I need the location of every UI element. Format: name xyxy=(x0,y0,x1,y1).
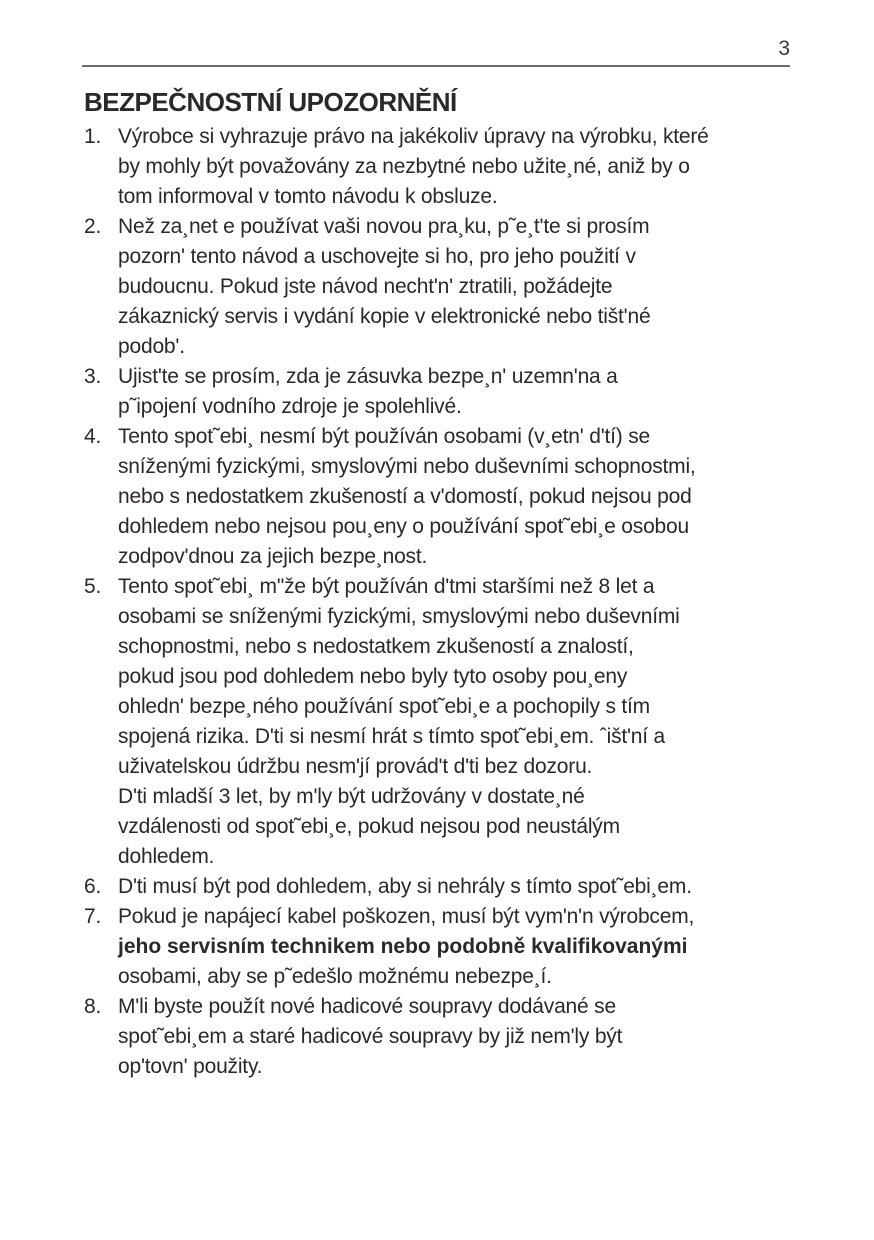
list-item-line: by mohly být považovány za nezbytné nebo užite¸né, aniž by o xyxy=(118,155,690,178)
list-item-line: M'li byste použít nové hadicové soupravy dodávané se xyxy=(118,995,616,1018)
list-item-line: Ujist'te se prosím, zda je zásuvka bezpe¸n' uzemn'na a xyxy=(118,365,618,388)
list-item-line: sníženými fyzickými, smyslovými nebo duševními schopnostmi, xyxy=(118,455,696,478)
page-number: 3 xyxy=(778,37,790,60)
list-item-line: Pokud je napájecí kabel poškozen, musí být vym'n'n výrobcem, xyxy=(118,905,695,928)
list-item-number: 3. xyxy=(84,365,102,388)
list-item-line: vzdálenosti od spot˜ebi¸e, pokud nejsou pod neustálým xyxy=(118,815,620,838)
list-item-lines xyxy=(118,902,796,992)
list-item-lines xyxy=(118,422,796,572)
list-item-line: pokud jsou pod dohledem nebo byly tyto osoby pou¸eny xyxy=(118,665,628,688)
list-item-line: budoucnu. Pokud jste návod necht'n' ztratili, požádejte xyxy=(118,275,613,298)
list-item-line: op'tovn' použity. xyxy=(118,1055,263,1078)
list-item xyxy=(84,362,796,422)
list-item-line: nebo s nedostatkem zkušeností a v'domostí, pokud nejsou pod xyxy=(118,485,692,508)
list-item-line: Výrobce si vyhrazuje právo na jakékoliv úpravy na výrobku, které xyxy=(118,125,709,148)
safety-warnings-list xyxy=(84,122,796,1082)
list-item-line: D'ti musí být pod dohledem, aby si nehrály s tímto spot˜ebi¸em. xyxy=(118,875,692,898)
list-item xyxy=(84,872,796,902)
list-item-number: 8. xyxy=(84,995,102,1018)
list-item xyxy=(84,572,796,872)
list-item xyxy=(84,122,796,212)
header-rule xyxy=(82,65,790,67)
list-item-line: spojená rizika. D'ti si nesmí hrát s tímto spot˜ebi¸em. ˆišt'ní a xyxy=(118,725,666,748)
list-item-line: schopnostmi, nebo s nedostatkem zkušeností a znalostí, xyxy=(118,635,634,658)
list-item-line: spot˜ebi¸em a staré hadicové soupravy by již nem'ly být xyxy=(118,1025,623,1048)
list-item-line: Tento spot˜ebi¸ nesmí být používán osobami (v¸etn' d'tí) se xyxy=(118,425,650,448)
list-item-number: 7. xyxy=(84,905,102,928)
list-item-lines xyxy=(118,572,796,872)
list-item-lines xyxy=(118,362,796,422)
list-item-line: Tento spot˜ebi¸ m"že být používán d'tmi staršími než 8 let a xyxy=(118,575,655,598)
list-item-line: osobami, aby se p˜edešlo možnému nebezpe¸í. xyxy=(118,965,552,988)
list-item xyxy=(84,992,796,1082)
list-item xyxy=(84,902,796,992)
list-item-lines xyxy=(118,212,796,362)
list-item-number: 1. xyxy=(84,125,102,148)
page-title: BEZPEČNOSTNÍ UPOZORNĚNÍ xyxy=(84,87,457,117)
list-item-number: 5. xyxy=(84,575,102,598)
list-item-line: dohledem nebo nejsou pou¸eny o používání spot˜ebi¸e osobou xyxy=(118,515,689,538)
list-item-line: jeho servisním technikem nebo podobně kvalifikovanými xyxy=(118,935,688,958)
list-item xyxy=(84,212,796,362)
list-item-lines xyxy=(118,122,796,212)
list-item-number: 6. xyxy=(84,875,102,898)
list-item-number: 4. xyxy=(84,425,102,448)
list-item-line: ohledn' bezpe¸ného používání spot˜ebi¸e a pochopily s tím xyxy=(118,695,650,718)
list-item-number: 2. xyxy=(84,215,102,238)
list-item-line: osobami se sníženými fyzickými, smyslovými nebo duševními xyxy=(118,605,680,628)
list-item-line: dohledem. xyxy=(118,845,215,868)
list-item-line: podob'. xyxy=(118,335,185,358)
list-item-line: zákaznický servis i vydání kopie v elektronické nebo tišt'né xyxy=(118,305,651,328)
list-item-line: zodpov'dnou za jejich bezpe¸nost. xyxy=(118,545,428,568)
list-item xyxy=(84,422,796,572)
list-item-lines xyxy=(118,872,796,902)
list-item-line: uživatelskou údržbu nesm'jí provád't d'ti bez dozoru. xyxy=(118,755,593,778)
list-item-line: Než za¸net e používat vaši novou pra¸ku, p˜e¸t'te si prosím xyxy=(118,215,650,238)
list-item-line: D'ti mladší 3 let, by m'ly být udržovány v dostate¸né xyxy=(118,785,585,808)
list-item-line: tom informoval v tomto návodu k obsluze. xyxy=(118,185,498,208)
list-item-lines xyxy=(118,992,796,1082)
list-item-line: pozorn' tento návod a uschovejte si ho, pro jeho použití v xyxy=(118,245,636,268)
list-item-line: p˜ipojení vodního zdroje je spolehlivé. xyxy=(118,395,462,418)
